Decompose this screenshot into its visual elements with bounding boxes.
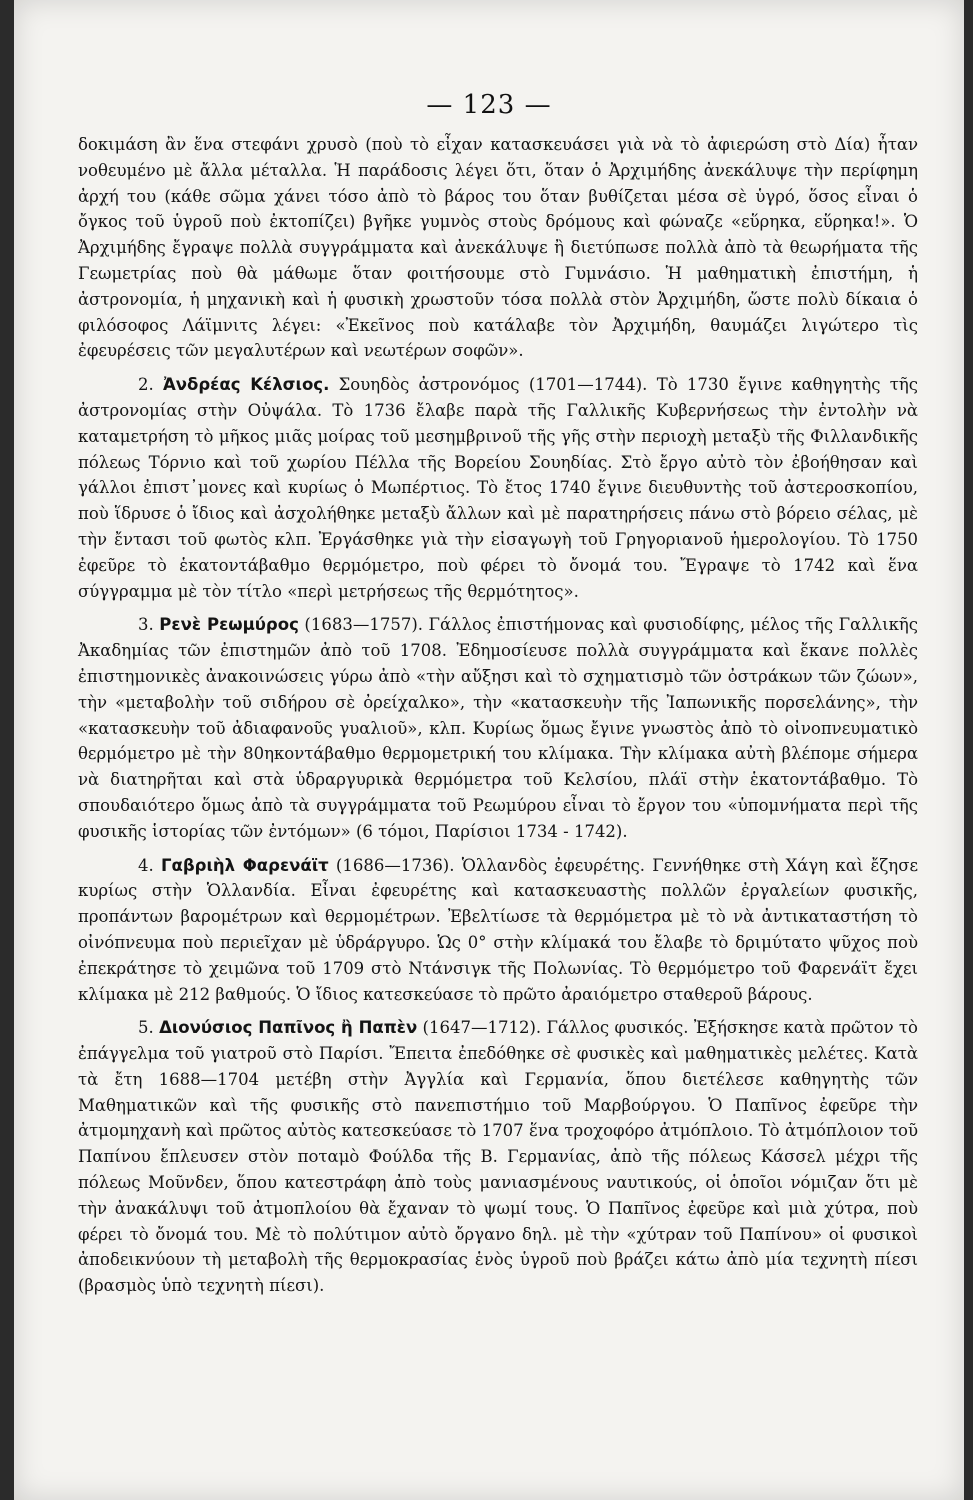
entry-papin bbox=[78, 1015, 918, 1299]
entry-name: Διονύσιος Παπῖνος ἢ Παπὲν bbox=[159, 1018, 418, 1038]
entry-text: (1686—1736). Ὁλλανδὸς ἐφευρέτης. Γεννήθηκε στὴ Χάγη καὶ ἔζησε κυρίως στὴν Ὁλλανδία. Εἶναι ἐφευρέτης καὶ κατασκευαστὴς πολλῶν ἐργαλείων φυσικῆς, προπάντων βαρομέτρων καὶ θερμομέτρων. Ἐβελτίωσε τὰ θερμόμετρα μὲ τὸ νὰ ἀντικαταστήση τὸ οἰνόπνευμα ποὺ περιεῖχαν μὲ ὑδράργυρο. Ὡς 0° στὴν κλίμακά του ἔλαβε τὸ δριμύτατο ψῦχος ποὺ ἐπεκράτησε τὸ χειμῶνα τοῦ 1709 στὸ Ντάνσιγκ τῆς Πολωνίας. Τὸ θερμόμετρο τοῦ Φαρενάϊτ ἔχει κλίμακα μὲ 212 βαθμούς. Ὁ ἴδιος κατεσκεύασε τὸ πρῶτο ἀραιόμετρο σταθεροῦ βάρους. bbox=[78, 855, 919, 1004]
entry-name: Γαβριὴλ Φαρενάϊτ bbox=[160, 855, 329, 875]
entry-text: Σουηδὸς ἀστρονόμος (1701—1744). Τὸ 1730 ἔγινε καθηγητὴς τῆς ἀστρονομίας στὴν Οὐψάλα. Τὸ 1736 ἔλαβε παρὰ τῆς Γαλλικῆς Κυβερνήσεως τὴν ἐντολὴν νὰ καταμετρήση τὸ μῆκος μιᾶς μοίρας τοῦ μεσημβρινοῦ τῆς γῆς στὴν περιοχὴ μεταξὺ τῆς Φιλλανδικῆς πόλεως Τόρνιο καὶ τοῦ χωρίου Πέλλα τῆς Βορείου Σουηδίας. Στὸ ἔργο αὐτὸ τὸν ἐβοήθησαν καὶ γάλλοι ἐπιστ᾿μονες καὶ κυρίως ὁ Μωπέρτιος. Τὸ ἔτος 1740 ἔγινε διευθυντὴς τοῦ ἀστεροσκοπίου, ποὺ ἵδρυσε ὁ ἴδιος καὶ ἀσχολήθηκε μεταξὺ ἄλλων καὶ μὲ παρατηρήσεις πάνω στὸ βόρειο σέλας, μὲ τὴν ἔντασι τοῦ φωτὸς κλπ. Ἐργάσθηκε γιὰ τὴν εἰσαγωγὴ τοῦ Γρηγοριανοῦ ἡμερολογίου. Τὸ 1750 ἐφεῦρε τὸ ἑκατοντάβαθμο θερμόμετρο, ποὺ φέρει τὸ ὄνομά του. Ἔγραψε τὸ 1742 καὶ ἕνα σύγγραμμα μὲ τὸν τίτλο «περὶ μετρήσεως τῆς θερμότητος». bbox=[78, 375, 919, 601]
entry-fahrenheit bbox=[78, 853, 918, 1008]
entry-number: 5. bbox=[138, 1018, 154, 1038]
body-text bbox=[78, 132, 918, 1307]
entry-text: (1647—1712). Γάλλος φυσικός. Ἐξήσκησε κατὰ πρῶτον τὸ ἐπάγγελμα τοῦ γιατροῦ στὸ Παρίσι. Ἔπειτα ἐπεδόθηκε σὲ φυσικὲς καὶ μαθηματικὲς μελέτες. Κατὰ τὰ ἔτη 1688—1704 μετέβη στὴν Ἀγγλία καὶ Γερμανία, ὅπου διετέλεσε καθηγητὴς τῶν Μαθηματικῶν καὶ τῆς φυσικῆς στὸ πανεπιστήμιο τοῦ Μαρβούργου. Ὁ Παπῖνος ἐφεῦρε τὴν ἀτμομηχανὴ καὶ πρῶτος αὐτὸς κατεσκεύασε τὸ 1707 ἕνα τροχοφόρο ἀτμόπλοιο. Τὸ ἀτμόπλοιον τοῦ Παπίνου ἔπλευσεν στὸν ποταμὸ Φούλδα τῆς Β. Γερμανίας, ἀπὸ τῆς πόλεως Κάσσελ μέχρι τῆς πόλεως Μοῦνδεν, ὅπου κατεστράφη ἀπὸ τοὺς μανιασμένους ναυτικούς, οἱ ὁποῖοι νόμιζαν ὅτι μὲ τὴν ἀνακάλυψι τοῦ ἀτμοπλοίου θὰ ἔχαναν τὸ ψωμί τους. Ὁ Παπῖνος ἐφεῦρε καὶ μιὰ χύτρα, ποὺ φέρει τὸ ὄνομά του. Μὲ τὸ πολύτιμον αὐτὸ ὄργανο δηλ. μὲ τὴν «χύτραν τοῦ Παπίνου» οἱ φυσικοὶ ἀποδεικνύουν τὴ μεταβολὴ τῆς θερμοκρασίας ἑνὸς ὑγροῦ ποὺ βράζει κάτω ἀπὸ μία τεχνητὴ πίεσι (βρασμὸς ὑπὸ τεχνητὴ πίεσι). bbox=[78, 1018, 918, 1296]
entry-name: Ρενὲ Ρεωμύρος bbox=[159, 615, 299, 635]
page-number: — 123 — bbox=[426, 90, 552, 120]
entry-number: 4. bbox=[138, 855, 154, 875]
entry-celsius bbox=[78, 372, 918, 604]
entry-number: 3. bbox=[138, 615, 154, 635]
entry-number: 2. bbox=[138, 375, 154, 395]
entry-name: Ἀνδρέας Κέλσιος. bbox=[163, 375, 330, 395]
intro-paragraph: δοκιμάση ἂν ἕνα στεφάνι χρυσὸ (ποὺ τὸ εἶχαν κατασκευάσει γιὰ νὰ τὸ ἀφιερώση στὸ Δία) ἦταν νοθευμένο μὲ ἄλλα μέταλλα. Ἡ παράδοσις λέγει ὅτι, ὅταν ὁ Ἀρχιμήδης ἀνεκάλυψε τὴν περίφημη ἀρχή του (κάθε σῶμα χάνει τόσο ἀπὸ τὸ βάρος του ὅταν βυθίζεται μέσα σὲ ὑγρό, ὅσος εἶναι ὁ ὄγκος τοῦ ὑγροῦ ποὺ ἐκτοπίζει) βγῆκε γυμνὸς στοὺς δρόμους καὶ φώναζε «εὕρηκα, εὕρηκα!». Ὁ Ἀρχιμήδης ἔγραψε πολλὰ συγγράμματα καὶ ἀνεκάλυψε ἢ διετύπωσε πολλὰ ἀπὸ τὰ θεωρήματα τῆς Γεωμετρίας ποὺ θὰ μάθωμε ὅταν φοιτήσουμε στὸ Γυμνάσιο. Ἡ μαθηματικὴ ἐπιστήμη, ἡ ἀστρονομία, ἡ μηχανικὴ καὶ ἡ φυσικὴ χρωστοῦν τόσα πολλὰ στὸν Ἀρχιμήδη, ὥστε πολὺ δίκαια ὁ φιλόσοφος Λάϊμνιτς λέγει: «Ἐκεῖνος ποὺ κατάλαβε τὸν Ἀρχιμήδη, θαυμάζει λιγώτερο τὶς ἐφευρέσεις τῶν μεγαλυτέρων καὶ νεωτέρων σοφῶν». bbox=[78, 135, 918, 361]
entry-text: (1683—1757). Γάλλος ἐπιστήμονας καὶ φυσιοδίφης, μέλος τῆς Γαλλικῆς Ἀκαδημίας τῶν ἐπιστημῶν ἀπὸ τοῦ 1708. Ἐδημοσίευσε πολλὰ συγγράμματα καὶ ἔκανε πολλὲς ἐπιστημονικὲς ἀνακοινώσεις γύρω ἀπὸ «τὴν αὔξησι καὶ τὸ σχηματισμὸ τῶν ὀστράκων τῶν ζώων», τὴν «μεταβολὴν τοῦ σιδήρου σὲ ὀρείχαλκο», τὴν «κατασκευὴν τῆς Ἰαπωνικῆς πορσελάνης», τὴν «κατασκευὴν τοῦ ἀδιαφανοῦς γυαλιοῦ», κλπ. Κυρίως ὅμως ἔγινε γνωστὸς ἀπὸ τὸ οἰνοπνευματικὸ θερμόμετρο μὲ τὴν 80ηκοντάβαθμο θερμομετρική του κλίμακα. Τὴν κλίμακα αὐτὴ βλέπομε σήμερα νὰ διατηρῆται καὶ στὰ ὑδραργυρικὰ θερμόμετρα τοῦ Κελσίου, πλάϊ στὴν ἑκατοντάβαθμο. Τὸ σπουδαιότερο ὅμως ἀπὸ τὰ συγγράμματα τοῦ Ρεωμύρου εἶναι τὸ ἔργον του «ὑπομνήματα περὶ τῆς φυσικῆς ἱστορίας τῶν ἐντόμων» (6 τόμοι, Παρίσιοι 1734 - 1742). bbox=[78, 615, 919, 841]
book-page bbox=[14, 0, 964, 1500]
entry-reaumur bbox=[78, 612, 918, 844]
